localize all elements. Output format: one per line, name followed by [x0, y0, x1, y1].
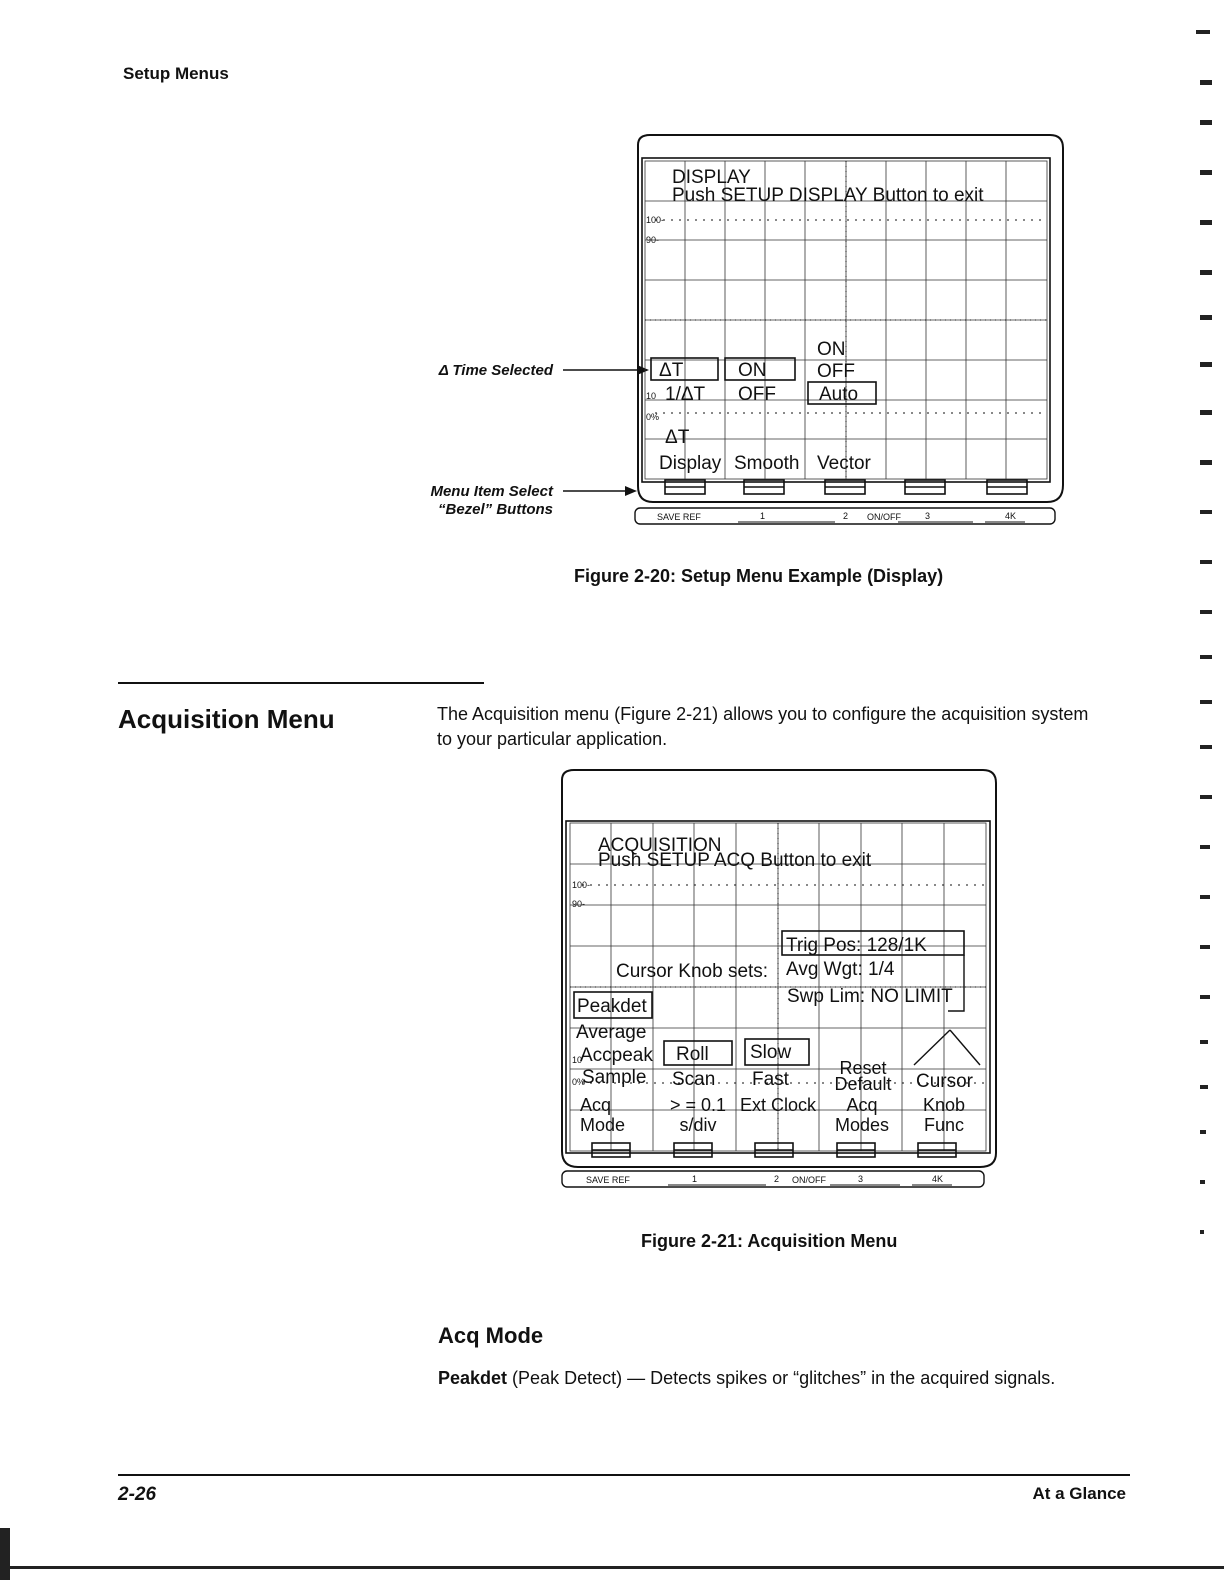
menu-label-2-wrapper	[738, 1095, 818, 1139]
edge-mark	[1200, 745, 1212, 749]
screen-subtitle: Push SETUP ACQ Button to exit	[598, 850, 872, 871]
menu-label-0-wrapper	[570, 1095, 654, 1139]
edge-mark	[1200, 1040, 1208, 1044]
menu-label-1-wrapper	[658, 1095, 738, 1139]
menu-col2-item-0: ON	[738, 360, 767, 381]
sweep-option-0: Roll	[676, 1044, 709, 1065]
mode-option-2: Accpeak	[580, 1045, 653, 1066]
callout-bezel-buttons: “Bezel” Buttons	[437, 501, 553, 518]
section-rule	[118, 682, 484, 684]
edge-mark	[1200, 220, 1212, 225]
edge-mark	[1200, 80, 1212, 85]
menu-col3-item-0: ON	[817, 339, 846, 360]
strip-mem: 4K	[932, 1174, 944, 1184]
reset-default-label: Reset Default	[834, 1060, 892, 1094]
menu-col3-item-2: Auto	[819, 384, 859, 405]
edge-mark	[1200, 362, 1212, 367]
subheading-acq-mode: Acq Mode	[438, 1323, 544, 1348]
peakdet-description: (Peak Detect) — Detects spikes or “glitches” in the acquired signals.	[507, 1368, 1056, 1388]
peakdet-paragraph	[438, 1366, 1103, 1391]
figure-2-21-caption: Figure 2-21: Acquisition Menu	[641, 1231, 898, 1251]
figure-2-20-caption: Figure 2-20: Setup Menu Example (Display)	[574, 566, 944, 586]
scale-10: 10	[646, 391, 657, 401]
menu-label-0: Acq Mode	[580, 1095, 626, 1135]
scale-90: 90-	[646, 235, 660, 245]
strip-on-off: ON/OFF	[792, 1175, 826, 1185]
scan-edge-bottom	[0, 1566, 1224, 1569]
sweep-option-1: Scan	[672, 1069, 716, 1090]
edge-mark	[1200, 120, 1212, 125]
edge-mark	[1200, 170, 1212, 175]
edge-mark	[1200, 460, 1212, 465]
scan-edge-left	[0, 1528, 10, 1580]
edge-mark	[1200, 895, 1210, 899]
edge-mark	[1200, 995, 1210, 999]
edge-mark	[1200, 655, 1212, 659]
page-number: 2-26	[118, 1484, 157, 1505]
edge-mark	[1200, 560, 1212, 564]
menu-col3-label: Vector	[817, 453, 871, 474]
edge-mark	[1200, 945, 1210, 949]
strip-ch1: 1	[692, 1174, 698, 1184]
callout-arrow-time	[563, 365, 649, 375]
strip-mem: 4K	[1005, 511, 1017, 521]
strip-ch2: 2	[774, 1174, 780, 1184]
menu-label-4-wrapper	[902, 1095, 986, 1139]
scale-0: 0%	[572, 1077, 586, 1087]
bezel-buttons	[592, 1143, 956, 1157]
scale-10: 10	[572, 1055, 583, 1065]
screen-title: DISPLAY	[672, 167, 751, 188]
menu-col1-item-2: ΔT	[665, 427, 690, 448]
edge-mark	[1200, 795, 1212, 799]
callout-arrow-bezel	[563, 486, 637, 496]
edge-mark	[1200, 1180, 1205, 1184]
peakdet-term: Peakdet	[438, 1368, 508, 1388]
cursor-knob-sets: Cursor Knob sets:	[616, 961, 769, 982]
menu-label-1: > = 0.1 s/div	[669, 1095, 727, 1135]
strip-ch3: 3	[925, 511, 931, 521]
scale-90: 90-	[572, 899, 586, 909]
mode-option-1: Average	[576, 1022, 647, 1043]
mode-option-3: Sample	[582, 1067, 647, 1088]
footer-chapter: At a Glance	[1032, 1484, 1126, 1503]
footer-rule	[118, 1474, 1130, 1476]
strip-save-ref: SAVE REF	[586, 1175, 630, 1185]
speed-option-0: Slow	[750, 1042, 792, 1063]
edge-mark	[1200, 845, 1210, 849]
running-header: Setup Menus	[123, 64, 229, 83]
section-title-acquisition-menu: Acquisition Menu	[118, 704, 335, 734]
strip-on-off: ON/OFF	[867, 512, 901, 522]
edge-mark	[1200, 610, 1212, 614]
cursor-diagonal	[914, 1030, 950, 1065]
menu-col3-item-1: OFF	[817, 361, 855, 382]
screen-title: ACQUISITION	[598, 835, 722, 856]
menu-col2-label: Smooth	[734, 453, 800, 474]
menu-col2-item-1: OFF	[738, 384, 776, 405]
edge-mark	[1200, 315, 1212, 320]
edge-mark	[1196, 30, 1210, 34]
strip-ch3: 3	[858, 1174, 864, 1184]
menu-label-3-wrapper	[822, 1095, 902, 1139]
edge-mark	[1200, 510, 1212, 514]
swp-lim: Swp Lim: NO LIMIT	[787, 986, 953, 1007]
menu-label-4: Knob Func	[922, 1095, 966, 1135]
avg-wgt: Avg Wgt: 1/4	[786, 959, 895, 980]
screen-subtitle: Push SETUP DISPLAY Button to exit	[672, 185, 984, 206]
menu-label-3: Acq Modes	[834, 1095, 890, 1135]
edge-mark	[1200, 700, 1212, 704]
edge-mark	[1200, 1085, 1208, 1089]
cursor-diagonal-2	[950, 1030, 980, 1065]
figure-2-21-scope-acquisition	[540, 765, 1010, 1195]
edge-mark	[1200, 1130, 1206, 1134]
menu-col1-item-0: ΔT	[659, 360, 684, 381]
menu-col1-label: Display	[659, 453, 722, 474]
acquisition-intro: The Acquisition menu (Figure 2-21) allows you to configure the acquisition system to your particular application.	[437, 704, 1089, 749]
edge-mark	[1200, 270, 1212, 275]
callout-menu-item-select: Menu Item Select	[430, 483, 553, 500]
menu-label-2: Ext Clock	[739, 1095, 817, 1115]
menu-col1-item-1: 1/ΔT	[665, 384, 706, 405]
scale-100: 100-	[646, 215, 665, 225]
edge-mark	[1200, 410, 1212, 415]
scale-0: 0%	[646, 412, 660, 422]
cursor-label: Cursor	[916, 1071, 974, 1092]
callout-time-selected: Δ Time Selected	[438, 362, 553, 379]
strip-ch2: 2	[843, 511, 849, 521]
strip-ch1: 1	[760, 511, 766, 521]
trig-pos: Trig Pos: 128/1K	[786, 935, 927, 956]
figure-2-20-scope-display	[555, 130, 1075, 530]
edge-mark	[1200, 1230, 1204, 1234]
strip-save-ref: SAVE REF	[657, 512, 701, 522]
mode-option-0: Peakdet	[577, 996, 647, 1017]
scale-100: 100-	[572, 880, 591, 890]
speed-option-1: Fast	[752, 1069, 789, 1090]
